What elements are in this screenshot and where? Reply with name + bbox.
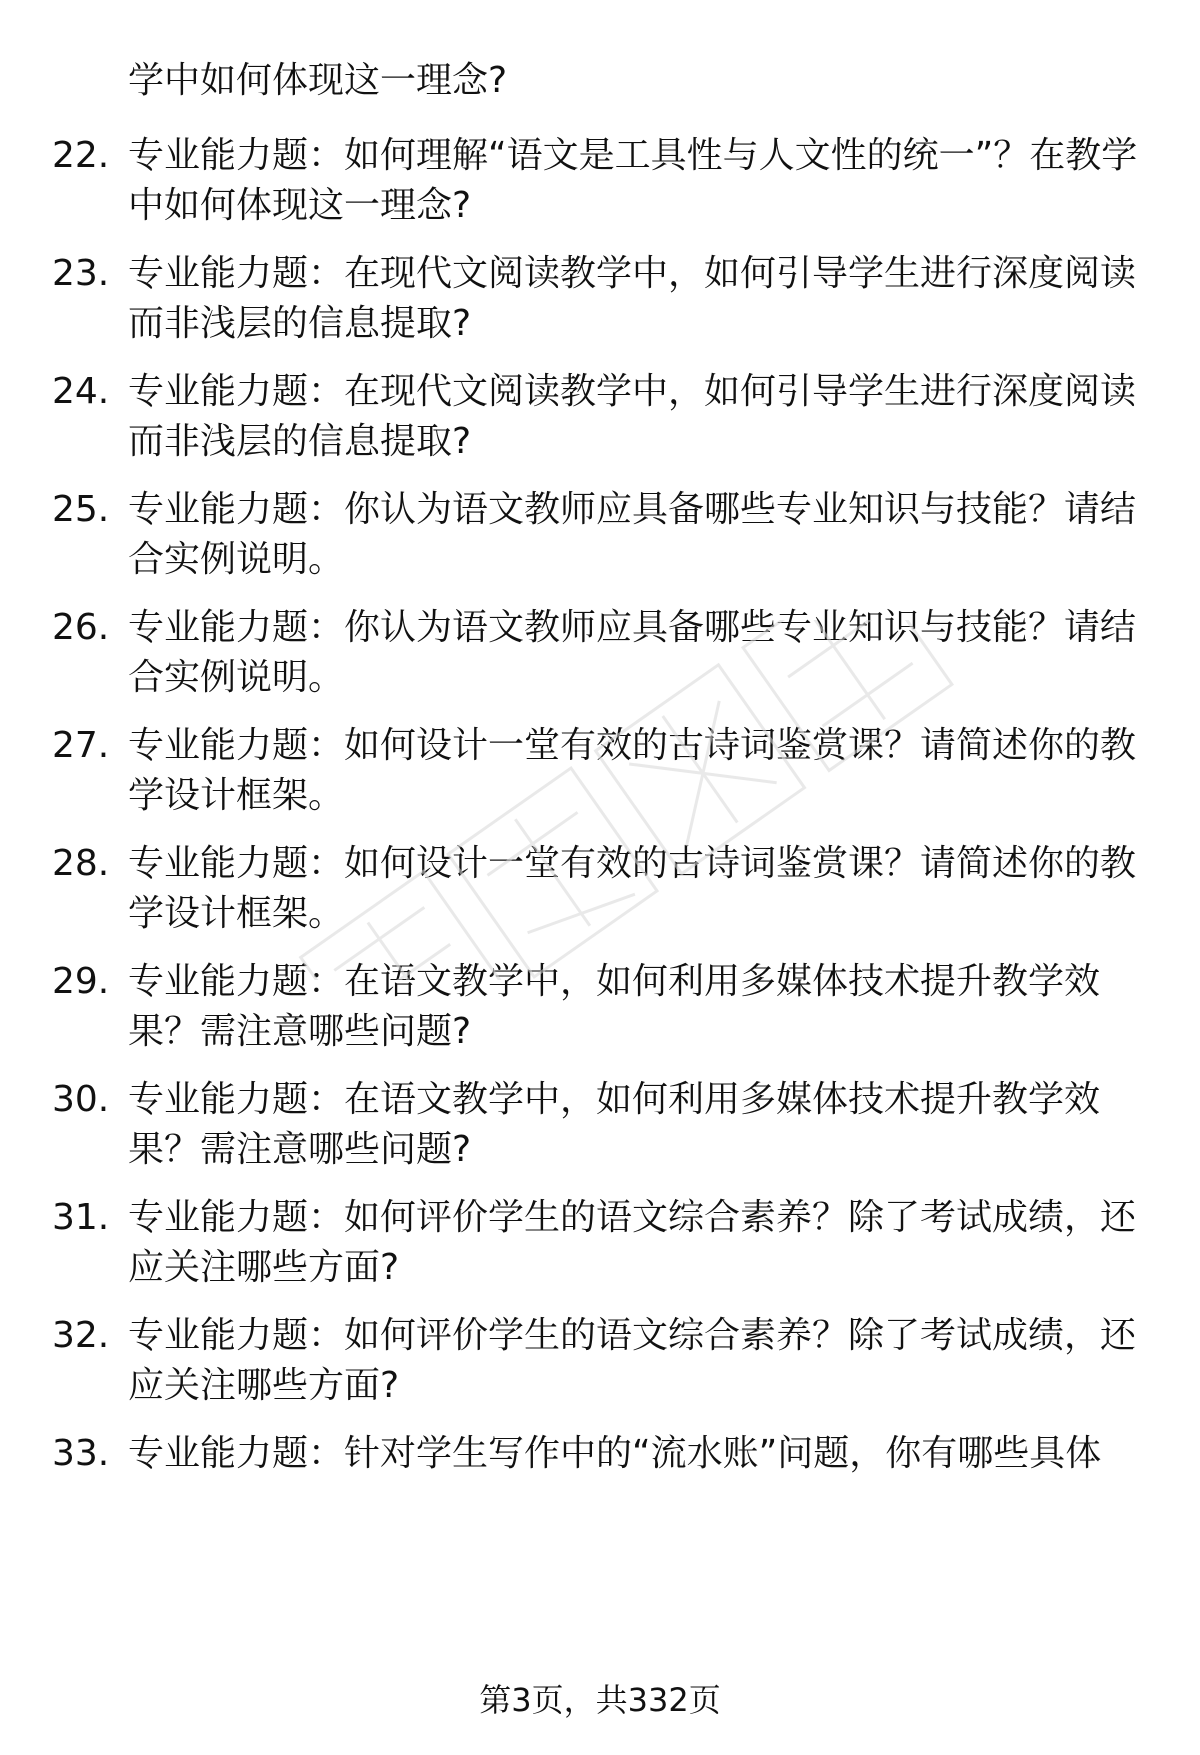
question-number: 33. — [52, 1433, 110, 1474]
question-number: 31. — [52, 1197, 110, 1238]
question-text: 专业能力题：你认为语文教师应具备哪些专业知识与技能？请结合实例说明。 — [128, 489, 1137, 580]
question-number: 26. — [52, 607, 110, 648]
question-text: 专业能力题：如何设计一堂有效的古诗词鉴赏课？请简述你的教学设计框架。 — [128, 843, 1137, 934]
question-number: 25. — [52, 489, 110, 530]
question-number: 32. — [52, 1315, 110, 1356]
question-number: 24. — [52, 371, 110, 412]
question-number: 30. — [52, 1079, 110, 1120]
question-text: 专业能力题：在现代文阅读教学中，如何引导学生进行深度阅读而非浅层的信息提取? — [128, 253, 1137, 344]
question-text: 专业能力题：如何评价学生的语文综合素养？除了考试成绩，还应关注哪些方面? — [128, 1197, 1137, 1288]
question-number: 23. — [52, 253, 110, 294]
question-text: 专业能力题：针对学生写作中的“流水账”问题，你有哪些具体 — [128, 1433, 1102, 1474]
question-number: 28. — [52, 843, 110, 884]
question-number: 27. — [52, 725, 110, 766]
question-text: 专业能力题：如何理解“语文是工具性与人文性的统一”？在教学中如何体现这一理念? — [128, 135, 1138, 226]
question-number: 22. — [52, 135, 110, 176]
question-text: 专业能力题：在语文教学中，如何利用多媒体技术提升教学效果？需注意哪些问题? — [128, 961, 1101, 1052]
question-text: 专业能力题：在现代文阅读教学中，如何引导学生进行深度阅读而非浅层的信息提取? — [128, 371, 1137, 462]
question-text: 专业能力题：如何设计一堂有效的古诗词鉴赏课？请简述你的教学设计框架。 — [128, 725, 1137, 816]
question-text: 专业能力题：在语文教学中，如何利用多媒体技术提升教学效果？需注意哪些问题? — [128, 1079, 1101, 1170]
question-text: 专业能力题：你认为语文教师应具备哪些专业知识与技能？请结合实例说明。 — [128, 607, 1137, 698]
page-footer: 第3页，共332页 — [479, 1681, 721, 1719]
question-number: 29. — [52, 961, 110, 1002]
continuation-text: 学中如何体现这一理念? — [128, 60, 508, 101]
question-text: 专业能力题：如何评价学生的语文综合素养？除了考试成绩，还应关注哪些方面? — [128, 1315, 1137, 1406]
